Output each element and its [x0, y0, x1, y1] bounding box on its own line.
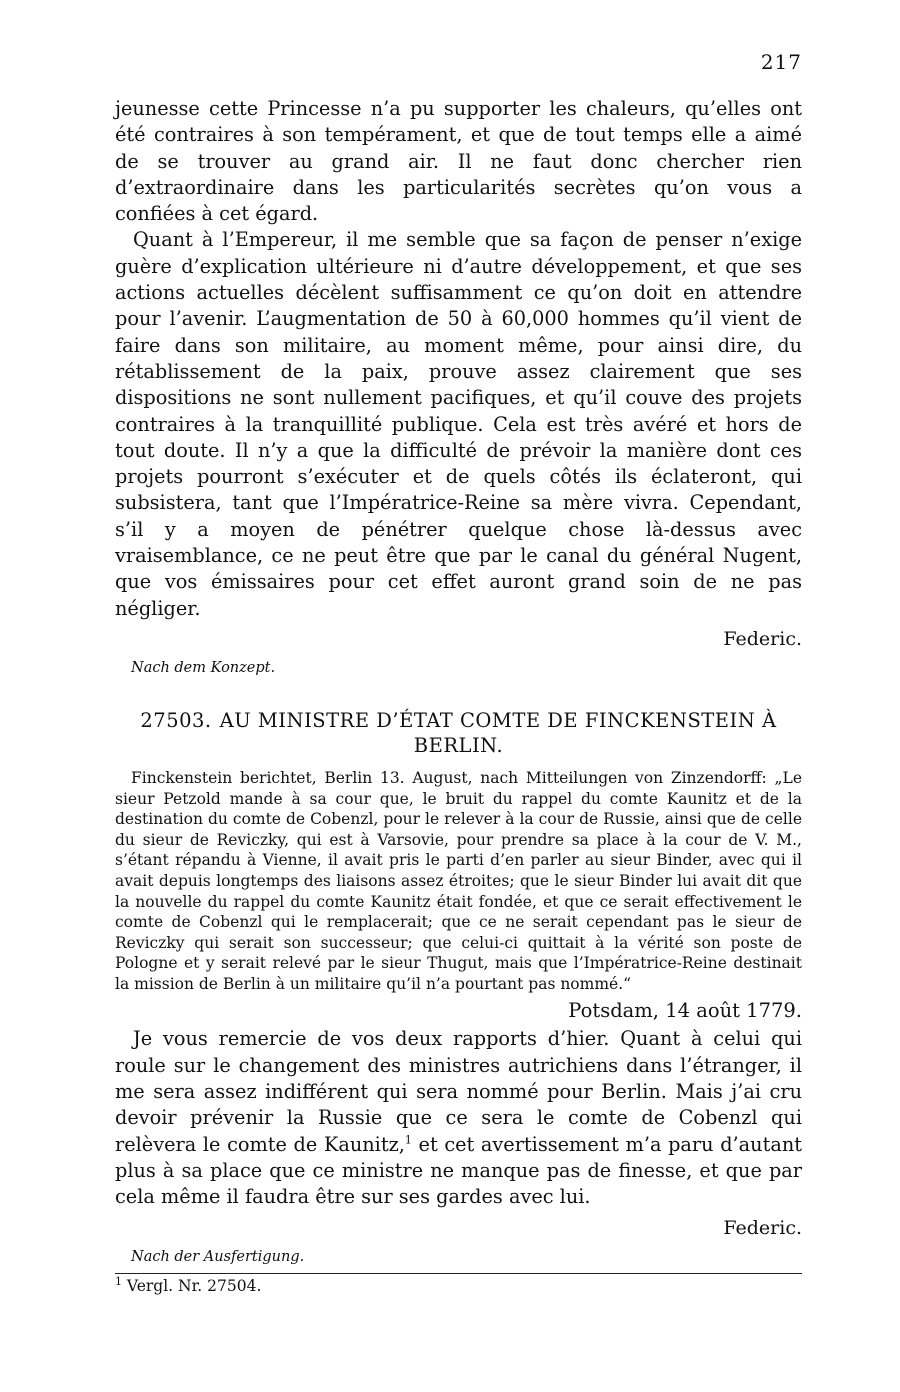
paragraph-continuation: jeunesse cette Princesse n’a pu supporter les chaleurs, qu’elles ont été contraires à son tempérament, et que de tout temps elle a aimé de se trouver au grand air. Il ne faut donc chercher rien d’extraordinaire dans les particularités secrètes qu’on vous a confiées à cet égard. [115, 97, 802, 226]
source-note-ausfertigung: Nach der Ausfertigung. [131, 1248, 305, 1265]
footnote-divider [115, 1273, 802, 1274]
document-page [115, 48, 802, 1296]
signature-federic-1: Federic. [723, 627, 802, 650]
page-number: 217 [760, 50, 802, 74]
letter-date-line: Potsdam, 14 août 1779. [568, 999, 802, 1023]
letter-summary: Finckenstein berichtet, Berlin 13. August, nach Mitteilungen von Zinzendorff: „Le sieur Petzold mande à sa cour que, le bruit du rappel du comte Kaunitz et de la destination du comte de Cobenzl, pour le relever à la cour de Russie, ainsi que de celle du sieur de Reviczky, qui est à Varsovie, pour prendre sa place à la cour de V. M., s’étant répandu à Vienne, il avait pris le parti d’en parler au sieur Binder, avec qui il avait depuis longtemps des liaisons assez étroites; que le sieur Binder lui avait dit que la nouvelle du rappel du comte Kaunitz était fondée, et que ce serait effectivement le comte de Cobenzl qui le remplacerait; que ce ne serait cependant pas le sieur de Reviczky qui serait son successeur; que celui-ci quittait à la vérité son poste de Pologne et y serait relevé par le sieur Thugut, mais que l’Impératrice-Reine destinait la mission de Berlin à un militaire qu’il n’a pourtant pas nommé.“ [115, 768, 802, 993]
letter-body-part-2: et cet avertissement m’a paru d’autant plus à sa place que ce ministre ne manque pas de finesse, et que par cela même il faudra être sur ses gardes avec lui. [115, 1132, 802, 1209]
footnote-reference[interactable]: 1 [404, 1133, 412, 1147]
letter-title: AU MINISTRE D’ÉTAT COMTE DE FINCKENSTEIN À BERLIN. [219, 708, 777, 757]
footnote [115, 1276, 802, 1296]
letter-body-part-1: Je vous remercie de vos deux rapports d’hier. Quant à celui qui roule sur le changement des ministres autrichiens dans l’étranger, il me sera assez indifférent qui sera nommé pour Berlin. Mais j’ai cru devoir prévenir la Russie que ce sera le comte de Cobenzl qui relèvera le comte de Kaunitz, [115, 1027, 802, 1156]
footnote-mark: 1 [115, 1274, 122, 1288]
paragraph-emperor: Quant à l’Empereur, il me semble que sa façon de penser n’exige guère d’explication ultérieure ni d’autre développement, et que ses actions actuelles décèlent suffisamment ce qu’on doit en attendre pour l’avenir. L’augmentation de 50 à 60,000 hommes qu’il vient de faire dans son militaire, au moment même, pour ainsi dire, du rétablissement de la paix, prouve assez clairement que ses dispositions ne sont nullement pacifiques, et qu’il couve des projets contraires à la tranquillité publique. Cela est très avéré et hors de tout doute. Il n’y a que la difficulté de prévoir la manière dont ces projets pourront s’exécuter et de quels côtés ils éclateront, qui subsistera, tant que l’Impératrice-Reine sa mère vivra. Cependant, s’il y a moyen de pénétrer quelque chose là-dessus avec vraisemblance, ce ne peut être que par le canal du général Nugent, que vos émissaires pour cet effet auront grand soin de ne pas négliger. [115, 228, 802, 620]
footnote-text: Vergl. Nr. 27504. [122, 1276, 262, 1295]
letter-heading [115, 708, 802, 758]
source-note-konzept: Nach dem Konzept. [131, 659, 276, 676]
signature-federic-2: Federic. [723, 1216, 802, 1239]
letter-number: 27503. [140, 708, 212, 732]
letter-body [115, 1026, 802, 1210]
